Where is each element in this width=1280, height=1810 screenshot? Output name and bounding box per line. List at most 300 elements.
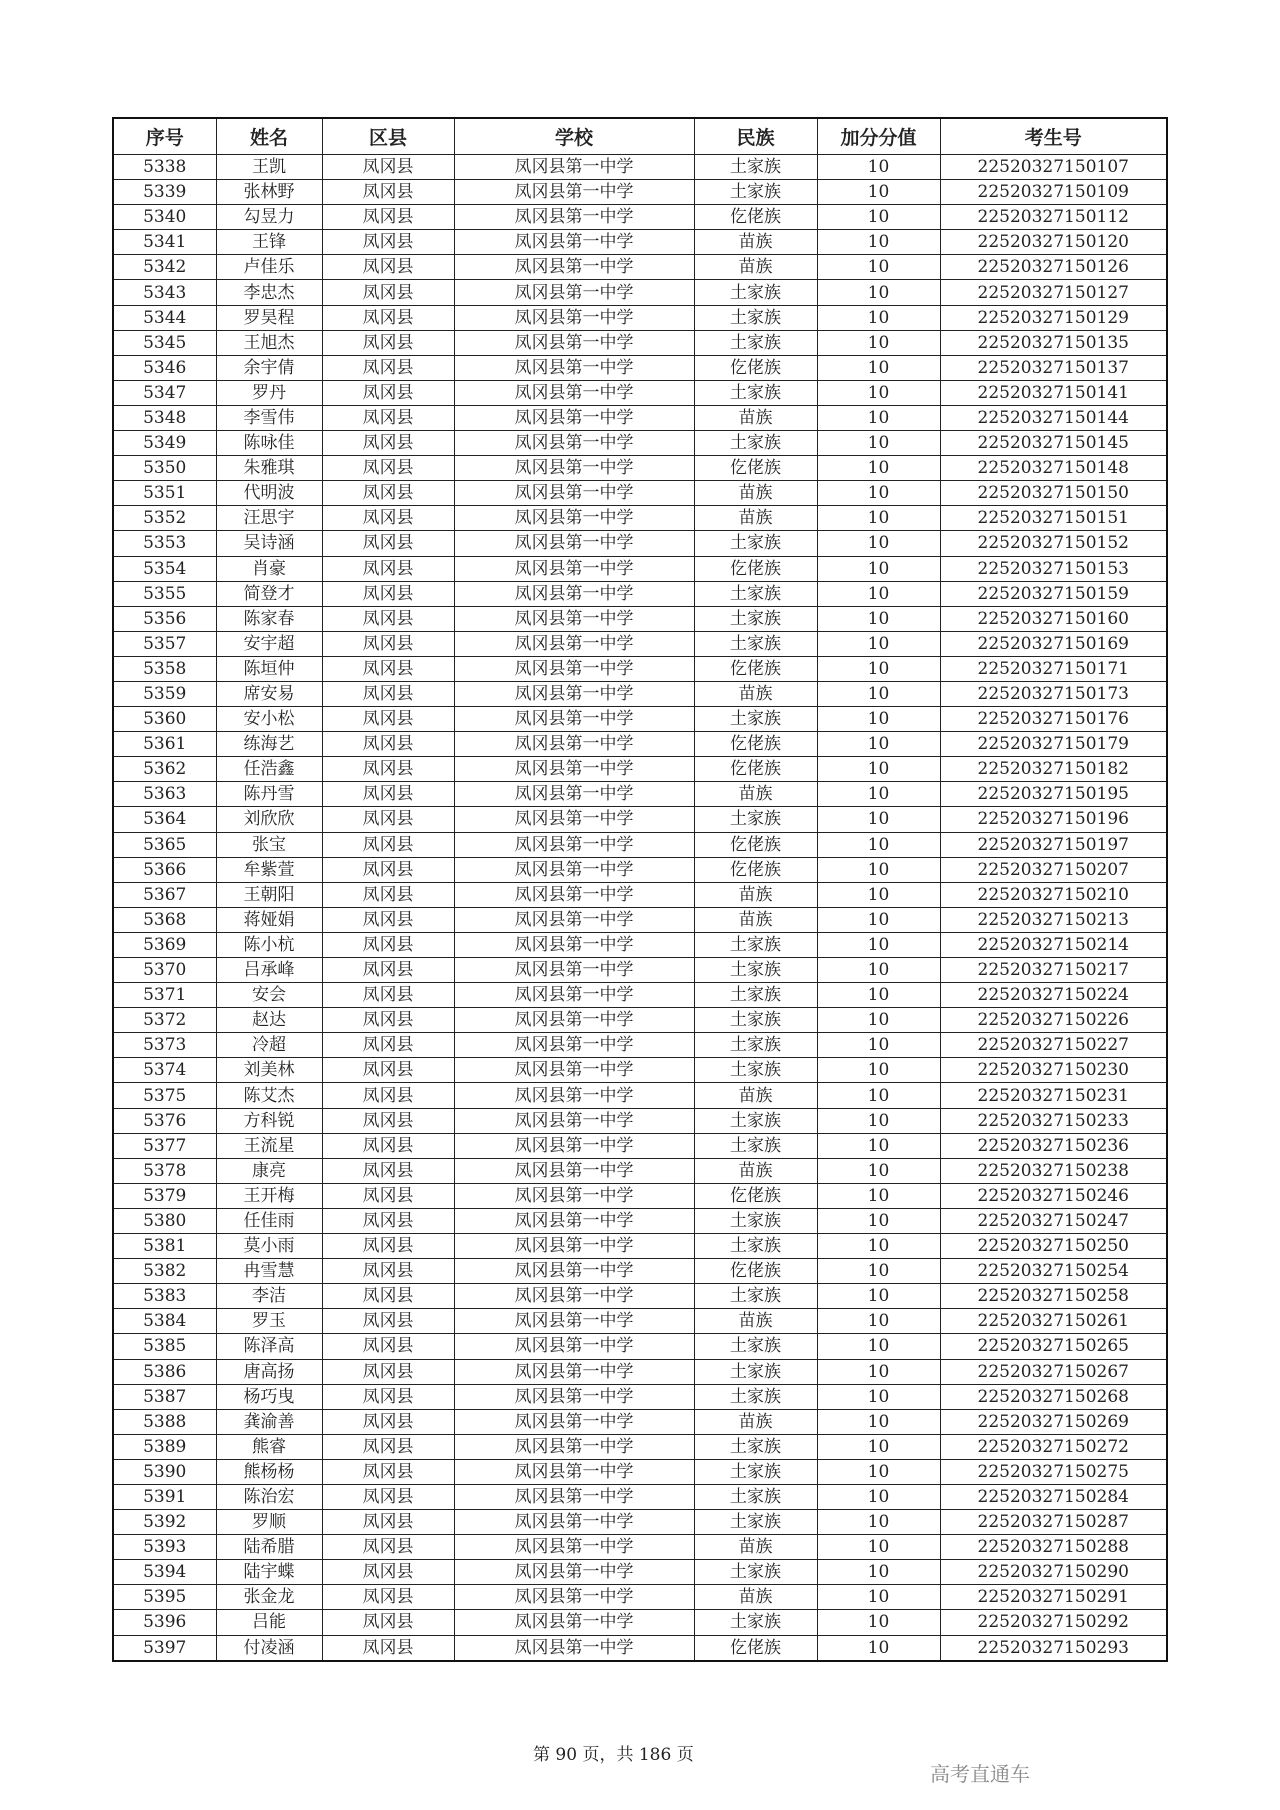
table-row [113,155,1167,180]
seq-cell: 5339 [113,180,216,205]
name-cell: 陆宇蝶 [216,1560,322,1585]
table-row [113,556,1167,581]
ethnicity-cell: 土家族 [694,807,817,832]
seq-cell: 5364 [113,807,216,832]
name-cell: 李洁 [216,1284,322,1309]
exam-id-cell: 22520327150109 [940,180,1167,205]
exam-id-cell: 22520327150137 [940,355,1167,380]
school-cell: 凤冈县第一中学 [454,506,694,531]
seq-cell: 5342 [113,255,216,280]
watermark: 高考直通车 [930,1762,1030,1786]
table-row [113,1208,1167,1233]
school-cell: 凤冈县第一中学 [454,1058,694,1083]
table-row [113,1158,1167,1183]
school-cell: 凤冈县第一中学 [454,732,694,757]
seq-cell: 5390 [113,1459,216,1484]
name-cell: 罗昊程 [216,305,322,330]
table-row [113,1434,1167,1459]
seq-cell: 5380 [113,1208,216,1233]
bonus-cell: 10 [817,355,940,380]
exam-id-cell: 22520327150284 [940,1484,1167,1509]
name-cell: 吕承峰 [216,958,322,983]
seq-cell: 5373 [113,1033,216,1058]
seq-cell: 5354 [113,556,216,581]
ethnicity-cell: 苗族 [694,1535,817,1560]
seq-cell: 5375 [113,1083,216,1108]
ethnicity-cell: 土家族 [694,932,817,957]
name-cell: 罗顺 [216,1510,322,1535]
table-row [113,531,1167,556]
exam-id-cell: 22520327150144 [940,405,1167,430]
ethnicity-cell: 土家族 [694,1334,817,1359]
seq-cell: 5338 [113,155,216,180]
table-row [113,656,1167,681]
bonus-cell: 10 [817,1535,940,1560]
ethnicity-cell: 苗族 [694,1158,817,1183]
bonus-cell: 10 [817,556,940,581]
ethnicity-cell: 仡佬族 [694,456,817,481]
name-cell: 方科锐 [216,1108,322,1133]
table-row [113,882,1167,907]
ethnicity-cell: 土家族 [694,1208,817,1233]
exam-id-cell: 22520327150290 [940,1560,1167,1585]
county-cell: 凤冈县 [322,506,454,531]
table-row [113,456,1167,481]
ethnicity-cell: 苗族 [694,506,817,531]
name-cell: 张林野 [216,180,322,205]
county-cell: 凤冈县 [322,255,454,280]
ethnicity-cell: 仡佬族 [694,556,817,581]
exam-id-cell: 22520327150231 [940,1083,1167,1108]
exam-id-cell: 22520327150236 [940,1133,1167,1158]
table-row [113,1409,1167,1434]
seq-cell: 5365 [113,832,216,857]
county-cell: 凤冈县 [322,556,454,581]
seq-cell: 5366 [113,857,216,882]
school-cell: 凤冈县第一中学 [454,1033,694,1058]
bonus-cell: 10 [817,380,940,405]
seq-cell: 5370 [113,958,216,983]
exam-id-cell: 22520327150292 [940,1610,1167,1635]
school-cell: 凤冈县第一中学 [454,1158,694,1183]
name-cell: 练海艺 [216,732,322,757]
name-cell: 罗玉 [216,1309,322,1334]
school-cell: 凤冈县第一中学 [454,656,694,681]
exam-id-cell: 22520327150214 [940,932,1167,957]
bonus-cell: 10 [817,606,940,631]
table-row [113,1183,1167,1208]
seq-cell: 5353 [113,531,216,556]
county-cell: 凤冈县 [322,1208,454,1233]
table-row [113,1635,1167,1661]
table-row [113,330,1167,355]
bonus-cell: 10 [817,1183,940,1208]
bonus-cell: 10 [817,1434,940,1459]
ethnicity-cell: 苗族 [694,1585,817,1610]
county-cell: 凤冈县 [322,757,454,782]
county-cell: 凤冈县 [322,832,454,857]
bonus-cell: 10 [817,656,940,681]
header-county: 区县 [322,118,454,155]
exam-id-cell: 22520327150287 [940,1510,1167,1535]
school-cell: 凤冈县第一中学 [454,230,694,255]
bonus-cell: 10 [817,1560,940,1585]
county-cell: 凤冈县 [322,1083,454,1108]
bonus-cell: 10 [817,205,940,230]
table-row [113,506,1167,531]
exam-id-cell: 22520327150207 [940,857,1167,882]
county-cell: 凤冈县 [322,230,454,255]
ethnicity-cell: 仡佬族 [694,832,817,857]
school-cell: 凤冈县第一中学 [454,983,694,1008]
school-cell: 凤冈县第一中学 [454,1635,694,1661]
seq-cell: 5382 [113,1259,216,1284]
county-cell: 凤冈县 [322,205,454,230]
table-row [113,857,1167,882]
name-cell: 熊杨杨 [216,1459,322,1484]
name-cell: 王流星 [216,1133,322,1158]
table-row [113,807,1167,832]
seq-cell: 5393 [113,1535,216,1560]
school-cell: 凤冈县第一中学 [454,355,694,380]
school-cell: 凤冈县第一中学 [454,1484,694,1509]
school-cell: 凤冈县第一中学 [454,807,694,832]
seq-cell: 5387 [113,1384,216,1409]
county-cell: 凤冈县 [322,857,454,882]
seq-cell: 5350 [113,456,216,481]
seq-cell: 5396 [113,1610,216,1635]
exam-id-cell: 22520327150272 [940,1434,1167,1459]
seq-cell: 5346 [113,355,216,380]
school-cell: 凤冈县第一中学 [454,882,694,907]
table-row [113,481,1167,506]
county-cell: 凤冈县 [322,1183,454,1208]
bonus-cell: 10 [817,1208,940,1233]
school-cell: 凤冈县第一中学 [454,958,694,983]
bonus-cell: 10 [817,1234,940,1259]
table-row [113,230,1167,255]
table-row [113,581,1167,606]
county-cell: 凤冈县 [322,280,454,305]
exam-id-cell: 22520327150217 [940,958,1167,983]
table-row [113,1259,1167,1284]
school-cell: 凤冈县第一中学 [454,1183,694,1208]
bonus-cell: 10 [817,1083,940,1108]
name-cell: 王开梅 [216,1183,322,1208]
county-cell: 凤冈县 [322,1635,454,1661]
ethnicity-cell: 土家族 [694,380,817,405]
table-row [113,1284,1167,1309]
school-cell: 凤冈县第一中学 [454,431,694,456]
name-cell: 勾昱力 [216,205,322,230]
name-cell: 张金龙 [216,1585,322,1610]
school-cell: 凤冈县第一中学 [454,456,694,481]
school-cell: 凤冈县第一中学 [454,907,694,932]
seq-cell: 5357 [113,631,216,656]
seq-cell: 5388 [113,1409,216,1434]
county-cell: 凤冈县 [322,1359,454,1384]
bonus-cell: 10 [817,1008,940,1033]
school-cell: 凤冈县第一中学 [454,857,694,882]
seq-cell: 5352 [113,506,216,531]
bonus-cell: 10 [817,907,940,932]
school-cell: 凤冈县第一中学 [454,707,694,732]
seq-cell: 5376 [113,1108,216,1133]
table-row [113,1359,1167,1384]
name-cell: 席安易 [216,681,322,706]
bonus-cell: 10 [817,631,940,656]
county-cell: 凤冈县 [322,1334,454,1359]
ethnicity-cell: 土家族 [694,581,817,606]
bonus-cell: 10 [817,531,940,556]
bonus-cell: 10 [817,405,940,430]
ethnicity-cell: 土家族 [694,330,817,355]
bonus-cell: 10 [817,1058,940,1083]
page-number: 第 90 页，共 186 页 [533,1745,694,1765]
bonus-cell: 10 [817,1359,940,1384]
ethnicity-cell: 苗族 [694,481,817,506]
name-cell: 陈泽高 [216,1334,322,1359]
school-cell: 凤冈县第一中学 [454,757,694,782]
exam-id-cell: 22520327150152 [940,531,1167,556]
county-cell: 凤冈县 [322,631,454,656]
exam-id-cell: 22520327150107 [940,155,1167,180]
school-cell: 凤冈县第一中学 [454,932,694,957]
ethnicity-cell: 土家族 [694,1008,817,1033]
exam-id-cell: 22520327150120 [940,230,1167,255]
exam-id-cell: 22520327150267 [940,1359,1167,1384]
table-row [113,405,1167,430]
exam-id-cell: 22520327150254 [940,1259,1167,1284]
exam-id-cell: 22520327150288 [940,1535,1167,1560]
exam-id-cell: 22520327150246 [940,1183,1167,1208]
seq-cell: 5374 [113,1058,216,1083]
county-cell: 凤冈县 [322,1459,454,1484]
school-cell: 凤冈县第一中学 [454,1309,694,1334]
table-row [113,732,1167,757]
ethnicity-cell: 土家族 [694,531,817,556]
seq-cell: 5386 [113,1359,216,1384]
name-cell: 杨巧曳 [216,1384,322,1409]
school-cell: 凤冈县第一中学 [454,1359,694,1384]
school-cell: 凤冈县第一中学 [454,1208,694,1233]
exam-id-cell: 22520327150159 [940,581,1167,606]
table-row [113,1459,1167,1484]
ethnicity-cell: 土家族 [694,1484,817,1509]
school-cell: 凤冈县第一中学 [454,155,694,180]
bonus-cell: 10 [817,481,940,506]
seq-cell: 5395 [113,1585,216,1610]
table-row [113,1510,1167,1535]
table-row [113,1033,1167,1058]
school-cell: 凤冈县第一中学 [454,1535,694,1560]
table-row [113,255,1167,280]
header-bonus: 加分分值 [817,118,940,155]
county-cell: 凤冈县 [322,983,454,1008]
county-cell: 凤冈县 [322,180,454,205]
school-cell: 凤冈县第一中学 [454,681,694,706]
table-row [113,431,1167,456]
name-cell: 赵达 [216,1008,322,1033]
exam-id-cell: 22520327150171 [940,656,1167,681]
seq-cell: 5345 [113,330,216,355]
county-cell: 凤冈县 [322,380,454,405]
ethnicity-cell: 苗族 [694,681,817,706]
table-row [113,782,1167,807]
county-cell: 凤冈县 [322,1033,454,1058]
name-cell: 莫小雨 [216,1234,322,1259]
county-cell: 凤冈县 [322,355,454,380]
bonus-cell: 10 [817,1510,940,1535]
name-cell: 唐高扬 [216,1359,322,1384]
bonus-cell: 10 [817,1309,940,1334]
school-cell: 凤冈县第一中学 [454,380,694,405]
exam-id-cell: 22520327150269 [940,1409,1167,1434]
school-cell: 凤冈县第一中学 [454,1610,694,1635]
county-cell: 凤冈县 [322,882,454,907]
bonus-cell: 10 [817,506,940,531]
name-cell: 吴诗涵 [216,531,322,556]
bonus-cell: 10 [817,1384,940,1409]
bonus-cell: 10 [817,280,940,305]
bonus-cell: 10 [817,707,940,732]
county-cell: 凤冈县 [322,932,454,957]
bonus-cell: 10 [817,1158,940,1183]
county-cell: 凤冈县 [322,1108,454,1133]
bonus-cell: 10 [817,431,940,456]
county-cell: 凤冈县 [322,1234,454,1259]
bonus-cell: 10 [817,958,940,983]
header-name: 姓名 [216,118,322,155]
ethnicity-cell: 仡佬族 [694,1259,817,1284]
bonus-cell: 10 [817,983,940,1008]
ethnicity-cell: 土家族 [694,1033,817,1058]
name-cell: 陈垣仲 [216,656,322,681]
county-cell: 凤冈县 [322,1434,454,1459]
seq-cell: 5362 [113,757,216,782]
ethnicity-cell: 土家族 [694,707,817,732]
name-cell: 肖豪 [216,556,322,581]
table-row [113,355,1167,380]
name-cell: 刘美林 [216,1058,322,1083]
bonus-cell: 10 [817,1484,940,1509]
name-cell: 康亮 [216,1158,322,1183]
name-cell: 熊睿 [216,1434,322,1459]
county-cell: 凤冈县 [322,1535,454,1560]
exam-id-cell: 22520327150210 [940,882,1167,907]
exam-id-cell: 22520327150291 [940,1585,1167,1610]
exam-id-cell: 22520327150151 [940,506,1167,531]
ethnicity-cell: 土家族 [694,305,817,330]
bonus-cell: 10 [817,757,940,782]
ethnicity-cell: 仡佬族 [694,757,817,782]
ethnicity-cell: 土家族 [694,1234,817,1259]
seq-cell: 5343 [113,280,216,305]
bonus-cell: 10 [817,1108,940,1133]
exam-id-cell: 22520327150150 [940,481,1167,506]
name-cell: 安小松 [216,707,322,732]
county-cell: 凤冈县 [322,656,454,681]
exam-id-cell: 22520327150173 [940,681,1167,706]
school-cell: 凤冈县第一中学 [454,1334,694,1359]
name-cell: 龚渝善 [216,1409,322,1434]
ethnicity-cell: 苗族 [694,1083,817,1108]
county-cell: 凤冈县 [322,732,454,757]
exam-id-cell: 22520327150238 [940,1158,1167,1183]
county-cell: 凤冈县 [322,1309,454,1334]
table-row [113,1610,1167,1635]
name-cell: 陈咏佳 [216,431,322,456]
table-row [113,707,1167,732]
school-cell: 凤冈县第一中学 [454,1384,694,1409]
school-cell: 凤冈县第一中学 [454,481,694,506]
exam-id-cell: 22520327150135 [940,330,1167,355]
bonus-cell: 10 [817,1133,940,1158]
name-cell: 牟紫萱 [216,857,322,882]
bonus-cell: 10 [817,732,940,757]
exam-id-cell: 22520327150226 [940,1008,1167,1033]
exam-id-cell: 22520327150197 [940,832,1167,857]
ethnicity-cell: 苗族 [694,1409,817,1434]
table-row [113,1008,1167,1033]
exam-id-cell: 22520327150261 [940,1309,1167,1334]
table-row [113,757,1167,782]
county-cell: 凤冈县 [322,1008,454,1033]
school-cell: 凤冈县第一中学 [454,405,694,430]
exam-id-cell: 22520327150224 [940,983,1167,1008]
seq-cell: 5355 [113,581,216,606]
header-seq: 序号 [113,118,216,155]
bonus-cell: 10 [817,1033,940,1058]
school-cell: 凤冈县第一中学 [454,531,694,556]
table-body [113,155,1167,1661]
seq-cell: 5392 [113,1510,216,1535]
school-cell: 凤冈县第一中学 [454,1459,694,1484]
seq-cell: 5369 [113,932,216,957]
bonus-cell: 10 [817,180,940,205]
county-cell: 凤冈县 [322,681,454,706]
bonus-cell: 10 [817,1459,940,1484]
bonus-cell: 10 [817,1610,940,1635]
school-cell: 凤冈县第一中学 [454,1409,694,1434]
name-cell: 刘欣欣 [216,807,322,832]
bonus-cell: 10 [817,932,940,957]
name-cell: 冷超 [216,1033,322,1058]
table-row [113,631,1167,656]
table-row [113,1585,1167,1610]
table-row [113,1384,1167,1409]
seq-cell: 5359 [113,681,216,706]
header-ethnicity: 民族 [694,118,817,155]
table-row [113,1309,1167,1334]
name-cell: 陈丹雪 [216,782,322,807]
school-cell: 凤冈县第一中学 [454,1434,694,1459]
bonus-points-table [112,117,1168,1662]
school-cell: 凤冈县第一中学 [454,1259,694,1284]
school-cell: 凤冈县第一中学 [454,606,694,631]
bonus-cell: 10 [817,1585,940,1610]
seq-cell: 5367 [113,882,216,907]
seq-cell: 5379 [113,1183,216,1208]
name-cell: 冉雪慧 [216,1259,322,1284]
ethnicity-cell: 土家族 [694,631,817,656]
exam-id-cell: 22520327150179 [940,732,1167,757]
seq-cell: 5360 [113,707,216,732]
exam-id-cell: 22520327150250 [940,1234,1167,1259]
bonus-cell: 10 [817,581,940,606]
table-row [113,1108,1167,1133]
table-row [113,681,1167,706]
